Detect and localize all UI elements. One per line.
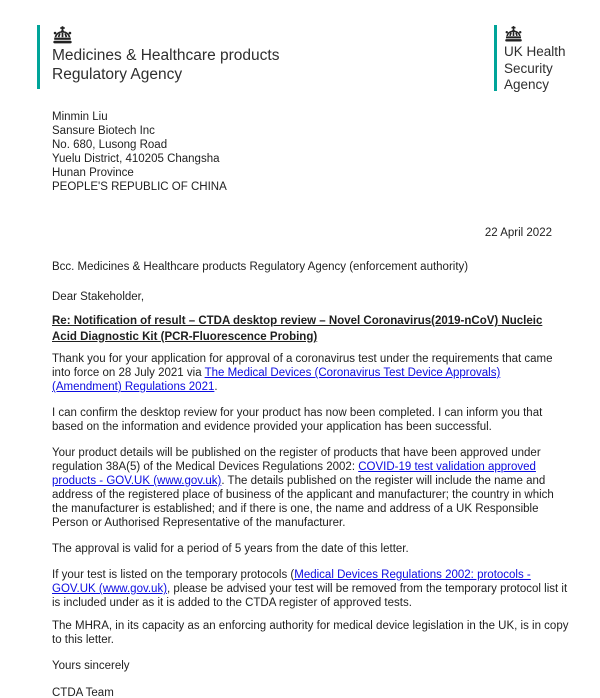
inline-link[interactable]: Medical Devices Regulations 2002: protocols - GOV.UK (www.gov.uk) [52, 569, 531, 595]
mhra-name-line2: Regulatory Agency [52, 66, 183, 83]
salutation: Dear Stakeholder, [52, 291, 145, 303]
text-run: , please be advised your test will be removed from the temporary protocol list it is included under as it is added to the CTDA register of approved tests. [52, 583, 568, 609]
valediction: Yours sincerely [52, 660, 130, 672]
text-run: . The details published on the register will include the name and address of the registered place of business of the applicant and manufacturer; the country in which the manufacturer is established; and if there is one, the name and address of a UK Responsible Person or Authorised Representative of the manufacturer. [52, 475, 554, 529]
text-run: Your product details will be published on the register of products that have been approved under regulation 38A(5) of the Medical Devices Regulations 2002: [52, 447, 541, 473]
paragraph-temporary-protocols [52, 568, 570, 610]
paragraph-register-details [52, 446, 570, 530]
royal-crown-icon [52, 26, 279, 44]
inline-link[interactable]: The Medical Devices (Coronavirus Test Device Approvals) (Amendment) Regulations 2021 [52, 367, 501, 393]
mhra-logo [37, 25, 279, 89]
text-run: The approval is valid for a period of 5 years from the date of this letter. [52, 543, 409, 555]
recipient-name: Minmin Liu [52, 111, 108, 123]
signature: CTDA Team [52, 687, 114, 698]
mhra-name-line1: Medicines & Healthcare products [52, 47, 280, 64]
paragraph-approval-validity [52, 542, 570, 556]
inline-link[interactable]: COVID-19 test validation approved products - GOV.UK (www.gov.uk) [52, 461, 536, 487]
text-run: . [214, 381, 218, 393]
recipient-country: PEOPLE'S REPUBLIC OF CHINA [52, 181, 227, 193]
ukhsa-logo [494, 25, 566, 91]
royal-crown-icon [504, 26, 566, 42]
letter-date: 22 April 2022 [484, 227, 552, 239]
paragraph-confirmation [52, 406, 570, 434]
recipient-company: Sansure Biotech Inc [52, 125, 155, 137]
letter-body [52, 110, 570, 698]
recipient-address [52, 110, 570, 194]
ukhsa-name-line2: Security [504, 60, 553, 76]
paragraph-mhra-copy [52, 619, 570, 647]
paragraph-thank-you [52, 352, 570, 394]
text-run: If your test is listed on the temporary protocols ( [52, 569, 295, 581]
text-run: I can confirm the desktop review for your product has now been completed. I can inform you that based on the information and evidence provided your application has been successful. [52, 407, 543, 433]
ukhsa-name-line3: Agency [504, 77, 550, 92]
ukhsa-name-line1: UK Health [504, 44, 566, 59]
text-run: The MHRA, in its capacity as an enforcing authority for medical device legislation in the UK, is in copy to this letter. [52, 620, 569, 646]
subject-line: Re: Notification of result – CTDA desktop review – Novel Coronavirus(2019-nCoV) Nucleic Acid Diagnostic Kit (PCR-Fluorescence Probing) [52, 315, 543, 343]
recipient-province: Hunan Province [52, 167, 134, 179]
recipient-street: No. 680, Lusong Road [52, 139, 168, 151]
text-run: Thank you for your application for approval of a coronavirus test under the requirements that came into force on 28 July 2021 via [52, 353, 553, 379]
recipient-district: Yuelu District, 410205 Changsha [52, 153, 220, 165]
bcc-line: Bcc. Medicines & Healthcare products Regulatory Agency (enforcement authority) [52, 261, 469, 273]
